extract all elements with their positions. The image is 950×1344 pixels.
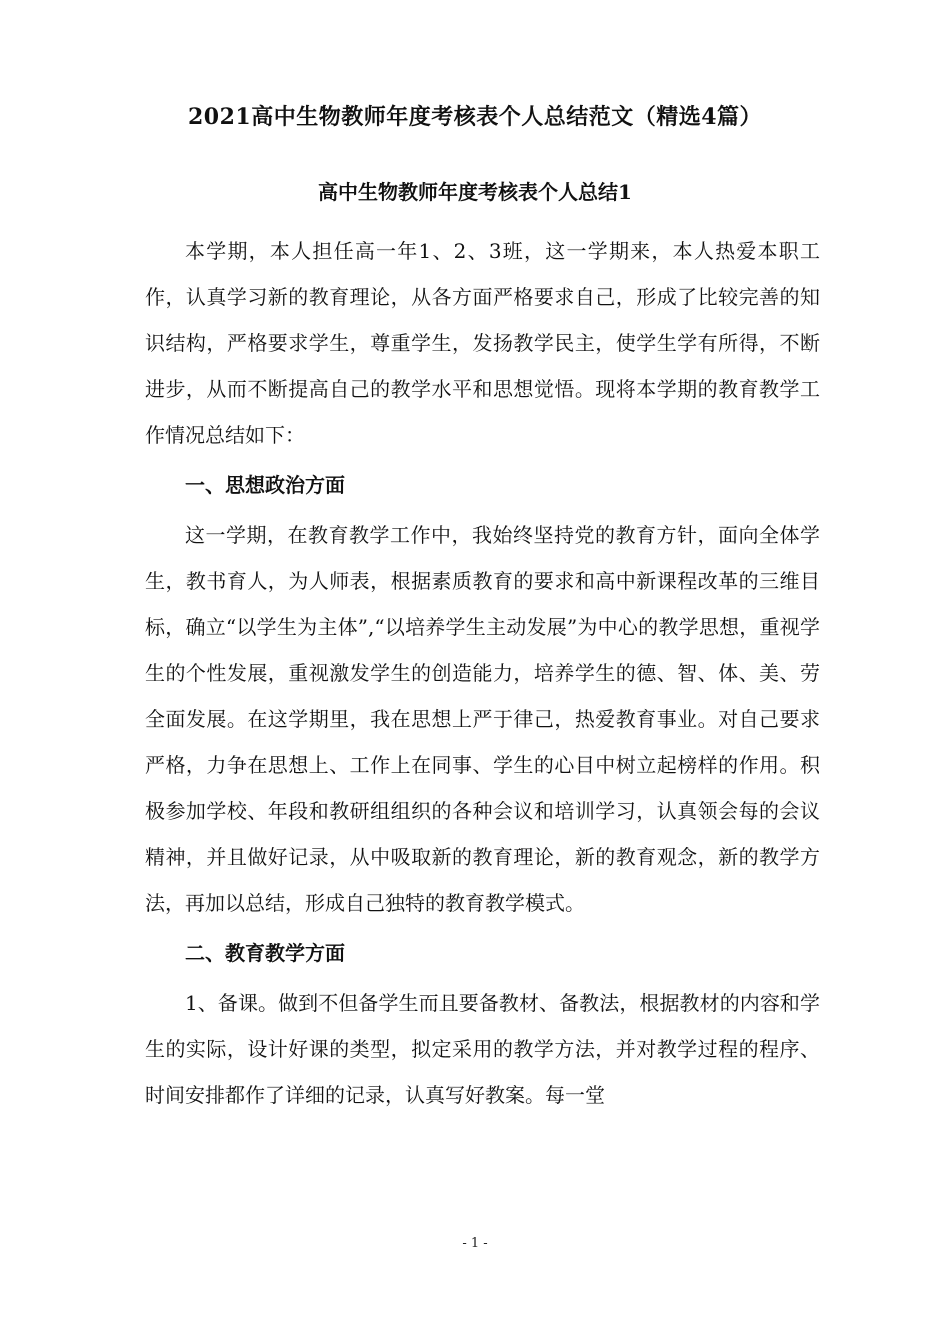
heading-political: 一、思想政治方面 — [185, 473, 345, 497]
political-paragraph: 这一学期，在教育教学工作中，我始终坚持党的教育方针，面向全体学生，教书育人，为人师表，根据素质教育的要求和高中新课程改革的三维目标，确立“以学生为主体”,“以培养学生主动发展”为中心的教学思想，重视学生的个性发展，重视激发学生的创造能力，培养学生的德、智、体、美、劳全面发展。在这学期里，我在思想上严于律己，热爱教育事业。对自己要求严格，力争在思想上、工作上在同事、学生的心目中树立起榜样的作用。积极参加学校、年段和教研组组织的各种会议和培训学习，认真领会每的会议精神，并且做好记录，从中吸取新的教育理论，新的教育观念，新的教学方法，再加以总结，形成自己独特的教育教学模式。 — [145, 523, 820, 915]
heading-teaching: 二、教育教学方面 — [185, 941, 345, 965]
section-title: 高中生物教师年度考核表个人总结1 — [318, 180, 632, 204]
lesson-prep-paragraph: 1、备课。做到不但备学生而且要备教材、备教法，根据教材的内容和学生的实际，设计好课的类型，拟定采用的教学方法，并对教学过程的程序、时间安排都作了详细的记录，认真写好教案。每一堂 — [145, 991, 820, 1107]
page-number: - 1 - — [462, 1236, 488, 1251]
intro-paragraph: 本学期，本人担任高一年1、2、3班，这一学期来，本人热爱本职工作，认真学习新的教育理论，从各方面严格要求自己，形成了比较完善的知识结构，严格要求学生，尊重学生，发扬教学民主，使学生学有所得，不断进步，从而不断提高自己的教学水平和思想觉悟。现将本学期的教育教学工作情况总结如下： — [145, 239, 820, 447]
document-title: 2021高中生物教师年度考核表个人总结范文（精选4篇） — [187, 104, 763, 130]
document-body — [145, 228, 820, 1118]
